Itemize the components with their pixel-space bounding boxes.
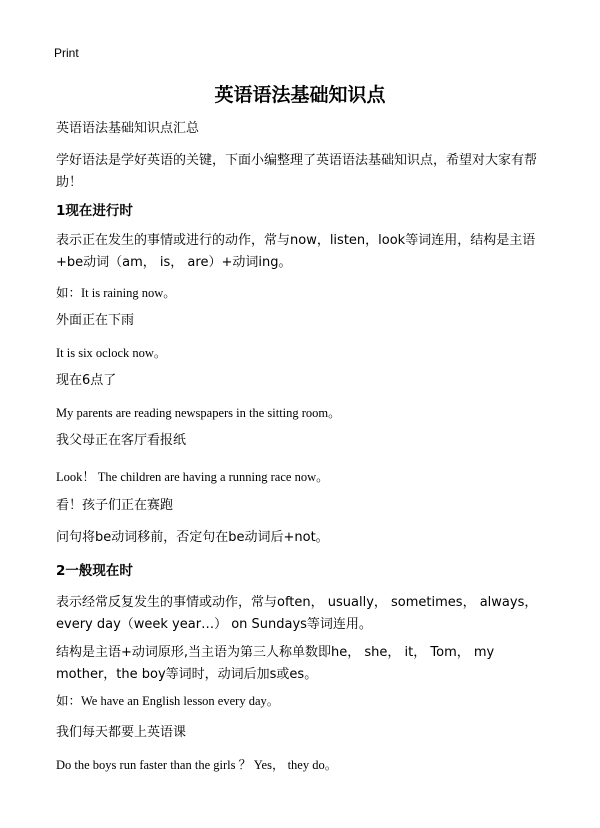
example-translation: 现在6点了 xyxy=(56,373,117,388)
example-sentence: It is six oclock now。 xyxy=(56,346,167,360)
section-heading-present-continuous: 1现在进行时 xyxy=(56,203,133,219)
example-translation: 看！孩子们正在赛跑 xyxy=(56,498,174,513)
example-sentence: Do the boys run faster than the girls ？ Yes， they do。 xyxy=(56,758,338,772)
question-negation-note: 问句将be动词移前，否定句在be动词后+not。 xyxy=(56,530,329,545)
example-translation: 外面正在下雨 xyxy=(56,313,135,328)
section-heading-simple-present: 2一般现在时 xyxy=(56,563,133,579)
example-translation: 我们每天都要上英语课 xyxy=(56,725,187,740)
example-translation: 我父母正在客厅看报纸 xyxy=(56,433,187,448)
example-sentence: My parents are reading newspapers in the sitting room。 xyxy=(56,406,341,420)
simple-present-structure: 结构是主语+动词原形,当主语为第三人称单数即he， she， it， Tom， my mother，the boy等词时，动词后加s或es。 xyxy=(56,645,495,682)
page-title: 英语语法基础知识点 xyxy=(214,84,386,106)
subtitle: 英语语法基础知识点汇总 xyxy=(56,121,200,136)
example-sentence: 如：We have an English lesson every day。 xyxy=(56,694,280,708)
intro-paragraph: 学好语法是学好英语的关键，下面小编整理了英语语法基础知识点，希望对大家有帮助！ xyxy=(56,153,538,190)
example-sentence: 如：It is raining now。 xyxy=(56,286,176,300)
simple-present-description: 表示经常反复发生的事情或动作，常与often， usually， sometimes， always，every day（week year…） on Sundays等词连用。 xyxy=(56,595,538,632)
print-label[interactable]: Print xyxy=(54,46,79,60)
example-sentence: Look！ The children are having a running race now。 xyxy=(56,470,329,484)
present-continuous-description: 表示正在发生的事情或进行的动作，常与now，listen，look等词连用，结构是主语+be动词（am， is， are）+动词ing。 xyxy=(56,233,536,270)
